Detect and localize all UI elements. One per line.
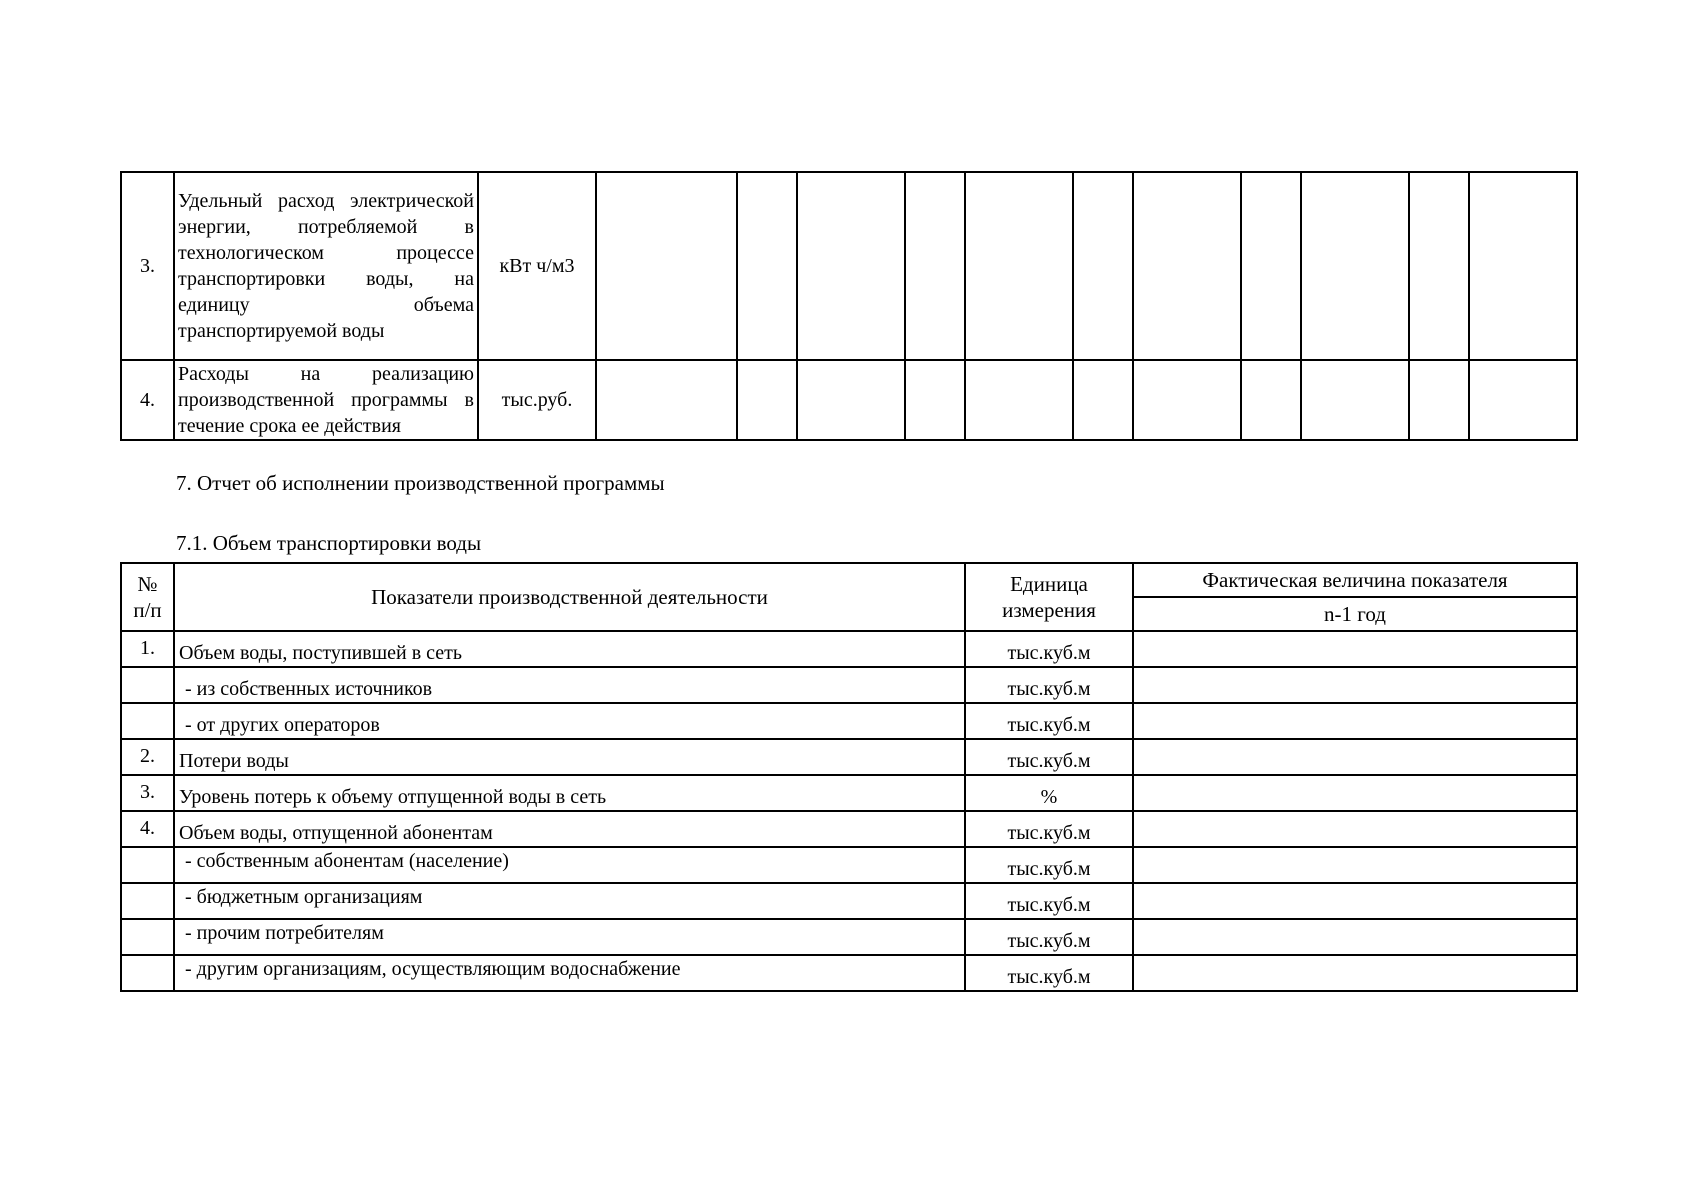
indicator-name: - от других операторов <box>174 703 965 739</box>
value-cell <box>1073 360 1133 440</box>
value-cell <box>905 360 965 440</box>
indicator-name: - прочим потребителям <box>174 919 965 955</box>
value-cell <box>1133 703 1577 739</box>
indicator-name: Объем воды, отпущенной абонентам <box>174 811 965 847</box>
unit-cell: тыс.куб.м <box>965 883 1133 919</box>
water-transport-volume-table <box>120 562 1578 992</box>
indicator-name: Потери воды <box>174 739 965 775</box>
row-number <box>121 919 174 955</box>
unit-cell: % <box>965 775 1133 811</box>
row-number: 4. <box>121 811 174 847</box>
unit-cell: тыс.руб. <box>478 360 596 440</box>
table-row <box>121 775 1577 811</box>
value-cell <box>1133 775 1577 811</box>
indicator-name: Удельный расход электрической энергии, потребляемой в технологическом процессе транспортировки воды, на единицу объема транспортируемой воды <box>174 172 478 360</box>
row-number <box>121 847 174 883</box>
header-number: № п/п <box>121 563 174 631</box>
header-indicator: Показатели производственной деятельности <box>174 563 965 631</box>
table-row <box>121 811 1577 847</box>
row-number: 2. <box>121 739 174 775</box>
indicator-name: Уровень потерь к объему отпущенной воды в сеть <box>174 775 965 811</box>
value-cell <box>1133 883 1577 919</box>
section-heading: 7. Отчет об исполнении производственной программы <box>176 471 665 495</box>
value-cell <box>1409 172 1469 360</box>
header-unit: Единица измерения <box>965 563 1133 631</box>
table-header-row <box>121 563 1577 597</box>
unit-cell: тыс.куб.м <box>965 739 1133 775</box>
table-row <box>121 667 1577 703</box>
indicator-name: Расходы на реализацию производственной программы в течение срока ее действия <box>174 360 478 440</box>
subsection-heading: 7.1. Объем транспортировки воды <box>176 531 482 555</box>
value-cell <box>596 172 737 360</box>
value-cell <box>1301 172 1409 360</box>
value-cell <box>1301 360 1409 440</box>
value-cell <box>797 360 905 440</box>
value-cell <box>1409 360 1469 440</box>
table-row <box>121 883 1577 919</box>
table-row <box>121 703 1577 739</box>
unit-cell: тыс.куб.м <box>965 703 1133 739</box>
table-row <box>121 847 1577 883</box>
value-cell <box>905 172 965 360</box>
unit-cell: тыс.куб.м <box>965 847 1133 883</box>
value-cell <box>1241 360 1301 440</box>
row-number: 1. <box>121 631 174 667</box>
table-row <box>121 739 1577 775</box>
value-cell <box>1133 919 1577 955</box>
value-cell <box>1241 172 1301 360</box>
indicator-name: - собственным абонентам (население) <box>174 847 965 883</box>
table-row <box>121 919 1577 955</box>
value-cell <box>1133 739 1577 775</box>
value-cell <box>596 360 737 440</box>
value-cell <box>965 360 1073 440</box>
value-cell <box>1133 811 1577 847</box>
indicator-name: Объем воды, поступившей в сеть <box>174 631 965 667</box>
table-row <box>121 631 1577 667</box>
row-number <box>121 883 174 919</box>
indicator-name: - бюджетным организациям <box>174 883 965 919</box>
unit-cell: тыс.куб.м <box>965 631 1133 667</box>
indicator-name: - другим организациям, осуществляющим водоснабжение <box>174 955 965 991</box>
value-cell <box>1133 847 1577 883</box>
value-cell <box>737 172 797 360</box>
value-cell <box>1133 667 1577 703</box>
row-number <box>121 667 174 703</box>
value-cell <box>1133 631 1577 667</box>
row-number: 4. <box>121 360 174 440</box>
indicators-continuation-table <box>120 171 1578 441</box>
header-year: n-1 год <box>1133 597 1577 631</box>
value-cell <box>797 172 905 360</box>
unit-cell: тыс.куб.м <box>965 667 1133 703</box>
unit-cell: тыс.куб.м <box>965 919 1133 955</box>
table-row <box>121 360 1577 440</box>
row-number: 3. <box>121 775 174 811</box>
row-number <box>121 955 174 991</box>
row-number <box>121 703 174 739</box>
table-row <box>121 955 1577 991</box>
unit-cell: тыс.куб.м <box>965 811 1133 847</box>
header-actual-value: Фактическая величина показателя <box>1133 563 1577 597</box>
table-row <box>121 172 1577 360</box>
row-number: 3. <box>121 172 174 360</box>
value-cell <box>1133 955 1577 991</box>
value-cell <box>1133 172 1241 360</box>
unit-cell: тыс.куб.м <box>965 955 1133 991</box>
value-cell <box>1133 360 1241 440</box>
value-cell <box>965 172 1073 360</box>
unit-cell: кВт ч/м3 <box>478 172 596 360</box>
value-cell <box>1469 172 1577 360</box>
indicator-name: - из собственных источников <box>174 667 965 703</box>
value-cell <box>1073 172 1133 360</box>
value-cell <box>737 360 797 440</box>
value-cell <box>1469 360 1577 440</box>
